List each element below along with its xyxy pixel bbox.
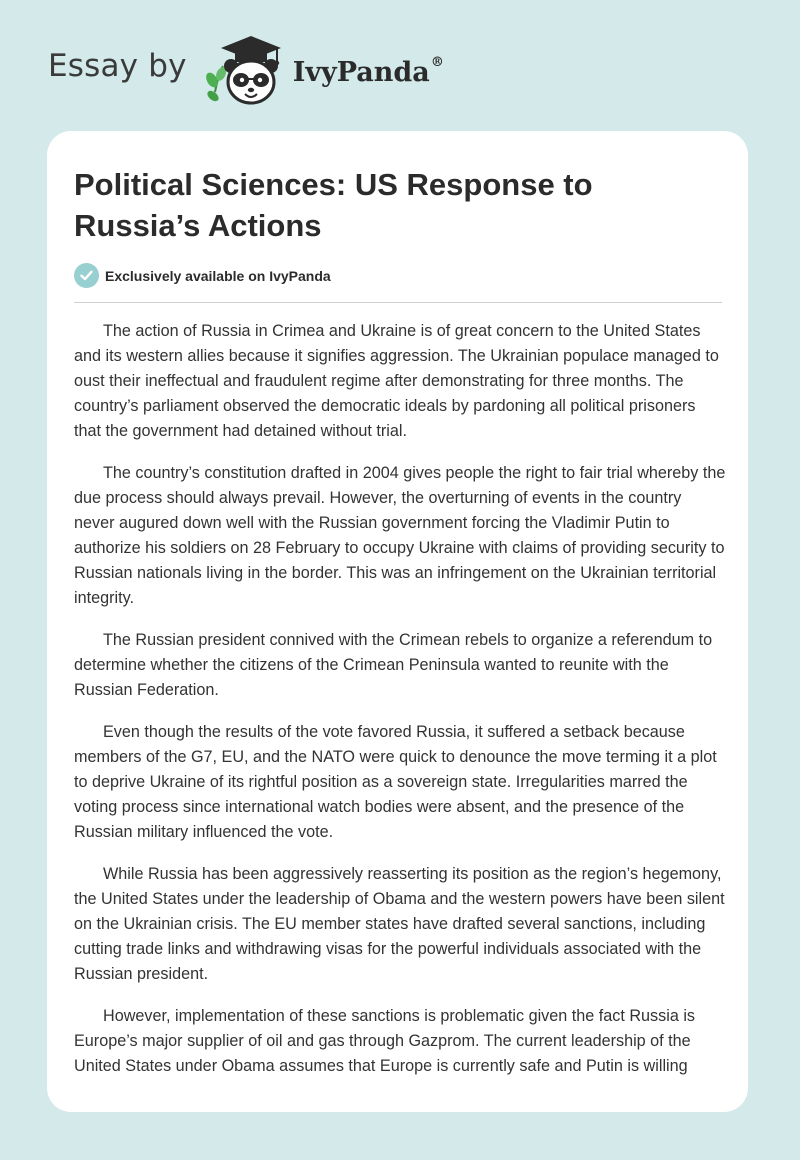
panda-logo-icon[interactable] [201, 30, 293, 110]
paragraph: The action of Russia in Crimea and Ukraine is of great concern to the United States and its western allies because it signifies aggression. The Ukrainian populace managed to oust their ineffectual and fraudulent regime after demonstrating for three months. The country’s parliament observed the democratic ideals by pardoning all political prisoners that the government had detained without trial. [74, 322, 719, 440]
paragraph: The Russian president connived with the Crimean rebels to organize a referendum to determine whether the citizens of the Crimean Peninsula wanted to reunite with the Russian Federation. [74, 631, 713, 699]
checkmark-icon [74, 263, 99, 288]
paragraph: However, implementation of these sanctions is problematic given the fact Russia is Europe’s major supplier of oil and gas through Gazprom. The current leadership of the United States under Obama assumes that Europe is currently safe and Putin is willing [74, 1007, 696, 1075]
site-header [48, 30, 444, 110]
page-title: Political Sciences: US Response to Russia’s Actions [74, 167, 593, 243]
essay-card [47, 131, 748, 1112]
registered-mark: ® [430, 54, 444, 70]
paragraph: Even though the results of the vote favored Russia, it suffered a setback because members of the G7, EU, and the NATO were quick to denounce the move terming it a plot to deprive Ukraine of its rightful position as a sovereign state. Irregularities marred the voting process since international watch bodies were absent, and the presence of the Russian military influenced the vote. [74, 723, 717, 841]
brand-name[interactable]: IvyPanda® [292, 54, 444, 88]
divider [74, 302, 722, 303]
exclusive-badge [74, 263, 331, 288]
paragraph: While Russia has been aggressively reasserting its position as the region’s hegemony, the United States under the leadership of Obama and the western powers have been silent on the Ukrainian crisis. The EU member states have drafted several sanctions, including cutting trade links and withdrawing visas for the powerful individuals associated with the Russian president. [74, 865, 725, 983]
essay-body [74, 319, 726, 1096]
paragraph: The country’s constitution drafted in 2004 gives people the right to fair trial whereby the due process should always prevail. However, the overturning of events in the country never augured down well with the Russian government forcing the Vladimir Putin to authorize his soldiers on 28 February to occupy Ukraine with claims of providing security to Russian nationals living in the border. This was an infringement on the Ukrainian territorial integrity. [74, 464, 726, 607]
leaf-icon [203, 66, 227, 103]
essay-by-label: Essay by [48, 48, 187, 84]
exclusive-badge-label: Exclusively available on IvyPanda [105, 267, 331, 284]
